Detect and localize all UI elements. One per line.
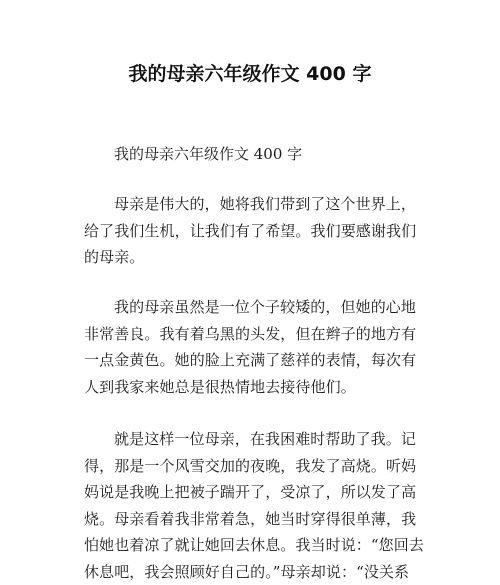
document-subtitle: 我的母亲六年级作文 400 字 xyxy=(114,145,303,163)
paragraph-3: 就是这样一位母亲，在我困难时帮助了我。记得，那是一个风雪交加的夜晚，我发了高烧。听妈妈说是我晚上把被子踹开了，受凉了，所以发了高烧。母亲看着我非常着急，她当时穿得很单薄，我怕她也着凉了就让她回去休息。我当时说：“您回去休息吧，我会照顾好自己的。”母亲却说：“没关系 xyxy=(84,430,424,581)
paragraph-1: 母亲是伟大的，她将我们带到了这个世界上，给了我们生机，让我们有了希望。我们要感谢我们的母亲。 xyxy=(84,195,417,266)
paragraph-2: 我的母亲虽然是一位个子较矮的，但她的心地非常善良。我有着乌黑的头发，但在辫子的地方有一点金黄色。她的脸上充满了慈祥的表情，每次有人到我家来她总是很热情地去接待他们。 xyxy=(84,298,417,396)
document-title: 我的母亲六年级作文 400 字 xyxy=(128,63,372,85)
